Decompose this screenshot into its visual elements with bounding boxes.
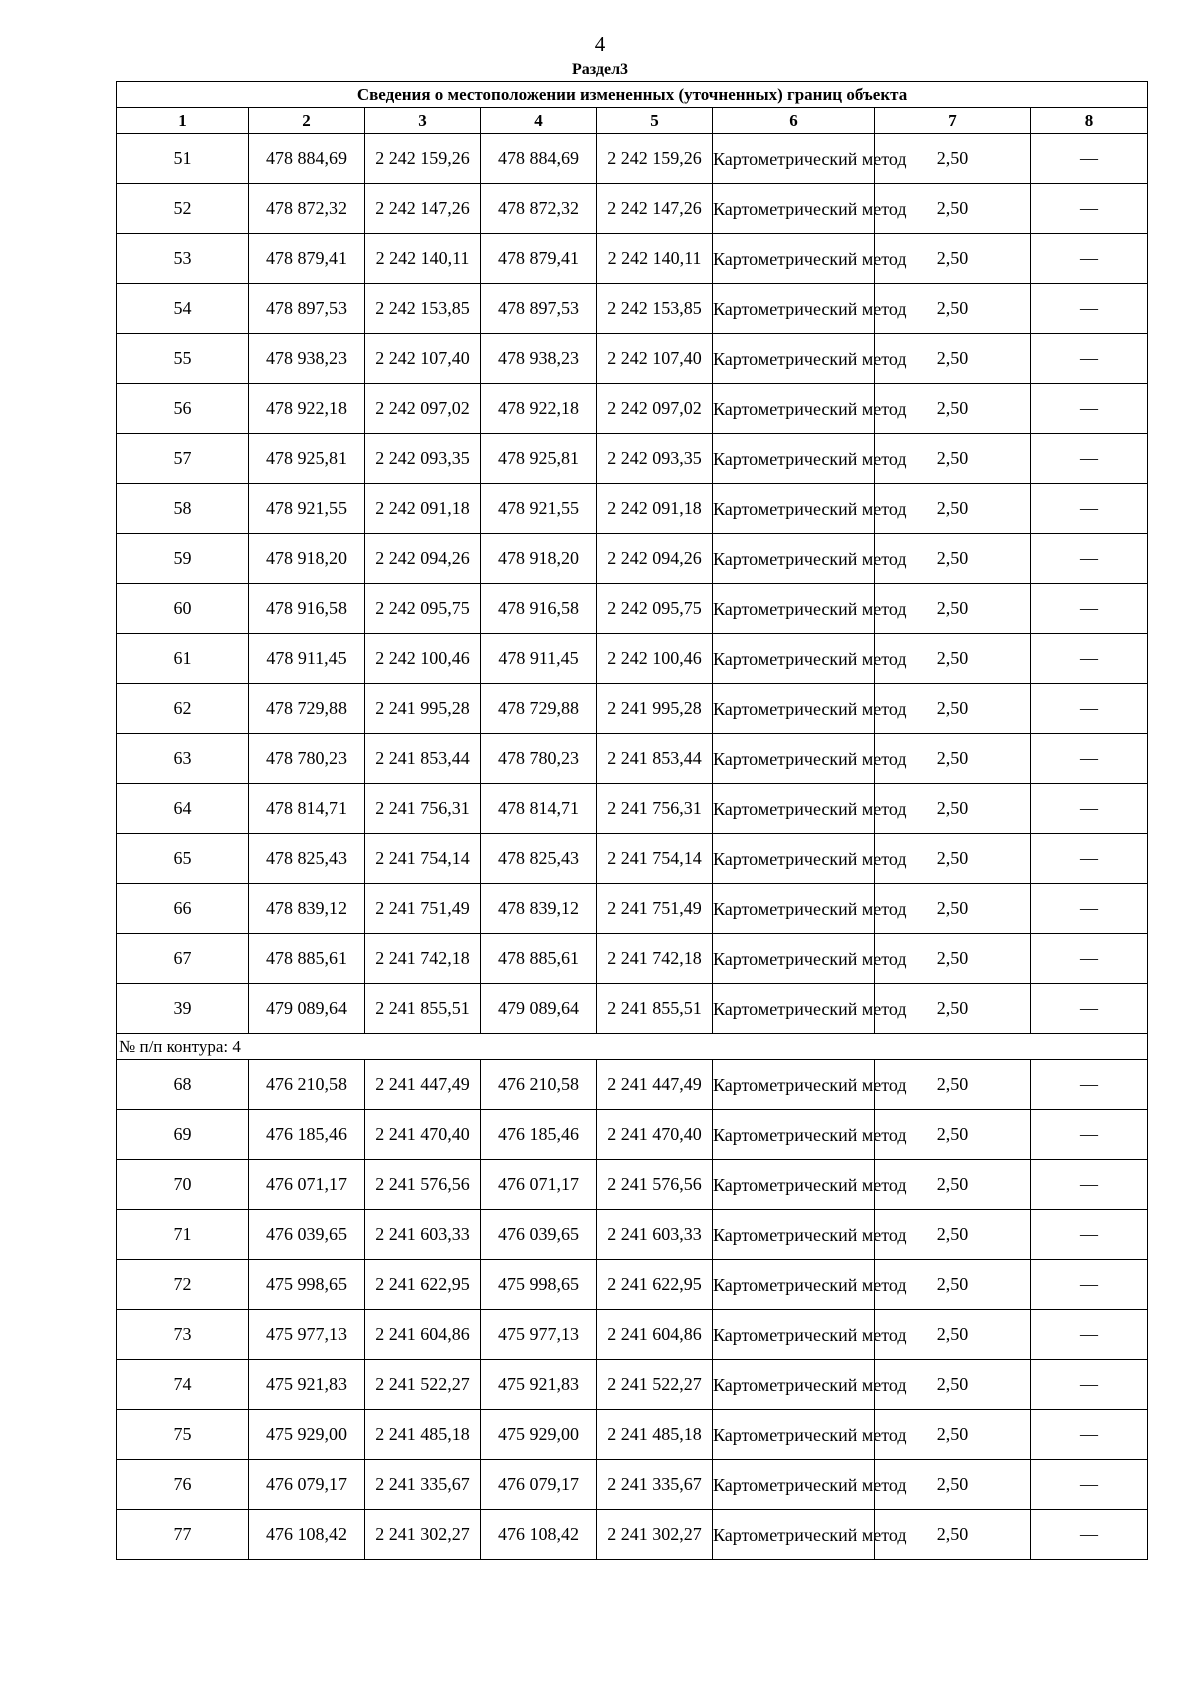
method-cell: Картометрический метод [713, 1160, 875, 1210]
table-row [117, 284, 1148, 334]
coord-cell: 2 241 576,56 [597, 1160, 713, 1210]
coord-cell: 2 241 522,27 [365, 1360, 481, 1410]
coord-cell: 2 241 742,18 [597, 934, 713, 984]
coord-cell: 2 242 094,26 [365, 534, 481, 584]
coord-cell: 2 242 153,85 [597, 284, 713, 334]
point-number-cell: 71 [117, 1210, 249, 1260]
coord-cell: 478 884,69 [249, 134, 365, 184]
point-number-cell: 76 [117, 1460, 249, 1510]
coord-cell: 478 814,71 [481, 784, 597, 834]
note-cell: — [1031, 1360, 1148, 1410]
coord-cell: 2 241 622,95 [597, 1260, 713, 1310]
column-number: 5 [597, 108, 713, 134]
table-row [117, 784, 1148, 834]
coord-cell: 475 929,00 [249, 1410, 365, 1460]
coord-cell: 475 921,83 [249, 1360, 365, 1410]
point-number-cell: 69 [117, 1110, 249, 1160]
note-cell: — [1031, 934, 1148, 984]
coord-cell: 2 241 522,27 [597, 1360, 713, 1410]
coord-cell: 2 241 447,49 [597, 1060, 713, 1110]
coord-cell: 2 242 093,35 [365, 434, 481, 484]
coord-cell: 478 729,88 [481, 684, 597, 734]
coord-cell: 2 242 094,26 [597, 534, 713, 584]
table-caption-row [117, 82, 1148, 108]
accuracy-cell: 2,50 [875, 1460, 1031, 1510]
coord-cell: 478 938,23 [481, 334, 597, 384]
coord-cell: 2 242 159,26 [365, 134, 481, 184]
coord-cell: 2 241 576,56 [365, 1160, 481, 1210]
accuracy-cell: 2,50 [875, 1410, 1031, 1460]
method-cell: Картометрический метод [713, 184, 875, 234]
point-number-cell: 63 [117, 734, 249, 784]
coord-cell: 478 884,69 [481, 134, 597, 184]
column-number: 2 [249, 108, 365, 134]
coord-cell: 2 241 603,33 [365, 1210, 481, 1260]
point-number-cell: 39 [117, 984, 249, 1034]
note-cell: — [1031, 984, 1148, 1034]
coord-cell: 476 039,65 [481, 1210, 597, 1260]
method-cell: Картометрический метод [713, 384, 875, 434]
table-row [117, 1460, 1148, 1510]
accuracy-cell: 2,50 [875, 834, 1031, 884]
coord-cell: 2 242 091,18 [365, 484, 481, 534]
note-cell: — [1031, 734, 1148, 784]
note-cell: — [1031, 1160, 1148, 1210]
coord-cell: 478 780,23 [249, 734, 365, 784]
coord-cell: 478 839,12 [249, 884, 365, 934]
accuracy-cell: 2,50 [875, 684, 1031, 734]
coord-cell: 478 872,32 [481, 184, 597, 234]
column-number: 8 [1031, 108, 1148, 134]
coord-cell: 2 242 140,11 [597, 234, 713, 284]
accuracy-cell: 2,50 [875, 134, 1031, 184]
coord-cell: 478 925,81 [481, 434, 597, 484]
table-row [117, 184, 1148, 234]
coord-cell: 475 977,13 [481, 1310, 597, 1360]
note-cell: — [1031, 434, 1148, 484]
contour-label: № п/п контура: 4 [117, 1034, 1148, 1060]
coord-cell: 478 921,55 [249, 484, 365, 534]
table-row [117, 1160, 1148, 1210]
note-cell: — [1031, 1260, 1148, 1310]
note-cell: — [1031, 484, 1148, 534]
point-number-cell: 58 [117, 484, 249, 534]
column-number: 3 [365, 108, 481, 134]
coord-cell: 478 729,88 [249, 684, 365, 734]
coord-cell: 475 921,83 [481, 1360, 597, 1410]
accuracy-cell: 2,50 [875, 334, 1031, 384]
coord-cell: 475 998,65 [249, 1260, 365, 1310]
accuracy-cell: 2,50 [875, 384, 1031, 434]
coord-cell: 2 242 095,75 [365, 584, 481, 634]
table-row [117, 1210, 1148, 1260]
coord-cell: 478 921,55 [481, 484, 597, 534]
note-cell: — [1031, 1210, 1148, 1260]
coord-cell: 475 998,65 [481, 1260, 597, 1310]
method-cell: Картометрический метод [713, 1310, 875, 1360]
accuracy-cell: 2,50 [875, 184, 1031, 234]
note-cell: — [1031, 184, 1148, 234]
coord-cell: 2 241 855,51 [597, 984, 713, 1034]
method-cell: Картометрический метод [713, 1360, 875, 1410]
coord-cell: 2 241 754,14 [365, 834, 481, 884]
note-cell: — [1031, 684, 1148, 734]
coord-cell: 2 242 093,35 [597, 434, 713, 484]
point-number-cell: 73 [117, 1310, 249, 1360]
coord-cell: 2 241 603,33 [597, 1210, 713, 1260]
table-row [117, 934, 1148, 984]
column-number: 7 [875, 108, 1031, 134]
coord-cell: 2 241 447,49 [365, 1060, 481, 1110]
note-cell: — [1031, 384, 1148, 434]
coord-cell: 478 879,41 [249, 234, 365, 284]
point-number-cell: 55 [117, 334, 249, 384]
coord-cell: 2 242 147,26 [597, 184, 713, 234]
coord-cell: 2 241 853,44 [365, 734, 481, 784]
table-row [117, 484, 1148, 534]
note-cell: — [1031, 1410, 1148, 1460]
coord-cell: 2 242 100,46 [597, 634, 713, 684]
point-number-cell: 68 [117, 1060, 249, 1110]
coord-cell: 2 241 756,31 [597, 784, 713, 834]
table-row [117, 234, 1148, 284]
method-cell: Картометрический метод [713, 1210, 875, 1260]
contour-label-row [117, 1034, 1148, 1060]
boundary-coordinates-table [116, 81, 1148, 1560]
coord-cell: 476 185,46 [481, 1110, 597, 1160]
coord-cell: 2 241 751,49 [597, 884, 713, 934]
note-cell: — [1031, 884, 1148, 934]
coord-cell: 478 825,43 [249, 834, 365, 884]
accuracy-cell: 2,50 [875, 1060, 1031, 1110]
point-number-cell: 59 [117, 534, 249, 584]
coord-cell: 2 241 754,14 [597, 834, 713, 884]
coord-cell: 478 879,41 [481, 234, 597, 284]
method-cell: Картометрический метод [713, 1510, 875, 1560]
table-row [117, 434, 1148, 484]
point-number-cell: 60 [117, 584, 249, 634]
table-row [117, 534, 1148, 584]
table-row [117, 1360, 1148, 1410]
accuracy-cell: 2,50 [875, 1110, 1031, 1160]
method-cell: Картометрический метод [713, 984, 875, 1034]
coord-cell: 2 241 302,27 [597, 1510, 713, 1560]
method-cell: Картометрический метод [713, 1460, 875, 1510]
method-cell: Картометрический метод [713, 134, 875, 184]
coord-cell: 2 241 335,67 [597, 1460, 713, 1510]
table-row [117, 734, 1148, 784]
coord-cell: 479 089,64 [249, 984, 365, 1034]
coord-cell: 2 241 756,31 [365, 784, 481, 834]
section-title: Раздел3 [571, 61, 629, 78]
coord-cell: 2 242 147,26 [365, 184, 481, 234]
coord-cell: 2 241 853,44 [597, 734, 713, 784]
column-number: 6 [713, 108, 875, 134]
method-cell: Картометрический метод [713, 634, 875, 684]
coord-cell: 2 241 485,18 [597, 1410, 713, 1460]
point-number-cell: 51 [117, 134, 249, 184]
table-row [117, 884, 1148, 934]
column-number: 4 [481, 108, 597, 134]
coord-cell: 475 977,13 [249, 1310, 365, 1360]
coord-cell: 476 210,58 [481, 1060, 597, 1110]
accuracy-cell: 2,50 [875, 1510, 1031, 1560]
coord-cell: 2 242 140,11 [365, 234, 481, 284]
accuracy-cell: 2,50 [875, 634, 1031, 684]
method-cell: Картометрический метод [713, 284, 875, 334]
coord-cell: 478 839,12 [481, 884, 597, 934]
coord-cell: 478 925,81 [249, 434, 365, 484]
coord-cell: 476 079,17 [249, 1460, 365, 1510]
method-cell: Картометрический метод [713, 1260, 875, 1310]
table-row [117, 134, 1148, 184]
point-number-cell: 70 [117, 1160, 249, 1210]
coord-cell: 476 071,17 [481, 1160, 597, 1210]
accuracy-cell: 2,50 [875, 1360, 1031, 1410]
method-cell: Картометрический метод [713, 734, 875, 784]
coord-cell: 2 242 107,40 [597, 334, 713, 384]
coord-cell: 476 071,17 [249, 1160, 365, 1210]
method-cell: Картометрический метод [713, 834, 875, 884]
table-row [117, 634, 1148, 684]
coord-cell: 2 241 302,27 [365, 1510, 481, 1560]
point-number-cell: 61 [117, 634, 249, 684]
coord-cell: 2 242 097,02 [597, 384, 713, 434]
coord-cell: 478 780,23 [481, 734, 597, 784]
column-number-row [117, 108, 1148, 134]
coord-cell: 478 911,45 [249, 634, 365, 684]
coord-cell: 2 241 470,40 [365, 1110, 481, 1160]
method-cell: Картометрический метод [713, 934, 875, 984]
coord-cell: 476 039,65 [249, 1210, 365, 1260]
coord-cell: 478 922,18 [481, 384, 597, 434]
accuracy-cell: 2,50 [875, 534, 1031, 584]
table-row [117, 584, 1148, 634]
coord-cell: 476 210,58 [249, 1060, 365, 1110]
table-row [117, 984, 1148, 1034]
note-cell: — [1031, 1060, 1148, 1110]
method-cell: Картометрический метод [713, 534, 875, 584]
point-number-cell: 67 [117, 934, 249, 984]
method-cell: Картометрический метод [713, 1060, 875, 1110]
table-row [117, 834, 1148, 884]
coord-cell: 2 241 742,18 [365, 934, 481, 984]
coord-cell: 476 079,17 [481, 1460, 597, 1510]
table-row [117, 684, 1148, 734]
coord-cell: 2 241 604,86 [365, 1310, 481, 1360]
coord-cell: 2 241 485,18 [365, 1410, 481, 1460]
point-number-cell: 75 [117, 1410, 249, 1460]
point-number-cell: 72 [117, 1260, 249, 1310]
accuracy-cell: 2,50 [875, 984, 1031, 1034]
coord-cell: 2 242 153,85 [365, 284, 481, 334]
method-cell: Картометрический метод [713, 334, 875, 384]
table-row [117, 1260, 1148, 1310]
accuracy-cell: 2,50 [875, 584, 1031, 634]
note-cell: — [1031, 634, 1148, 684]
coord-cell: 479 089,64 [481, 984, 597, 1034]
point-number-cell: 66 [117, 884, 249, 934]
coord-cell: 478 918,20 [481, 534, 597, 584]
method-cell: Картометрический метод [713, 1410, 875, 1460]
note-cell: — [1031, 334, 1148, 384]
coord-cell: 476 185,46 [249, 1110, 365, 1160]
point-number-cell: 57 [117, 434, 249, 484]
point-number-cell: 64 [117, 784, 249, 834]
method-cell: Картометрический метод [713, 234, 875, 284]
coord-cell: 2 241 855,51 [365, 984, 481, 1034]
coord-cell: 478 872,32 [249, 184, 365, 234]
coord-cell: 478 938,23 [249, 334, 365, 384]
point-number-cell: 56 [117, 384, 249, 434]
table-row [117, 1410, 1148, 1460]
coord-cell: 2 241 335,67 [365, 1460, 481, 1510]
table-row [117, 1110, 1148, 1160]
accuracy-cell: 2,50 [875, 934, 1031, 984]
method-cell: Картометрический метод [713, 434, 875, 484]
coord-cell: 476 108,42 [481, 1510, 597, 1560]
coord-cell: 478 911,45 [481, 634, 597, 684]
coord-cell: 478 916,58 [249, 584, 365, 634]
coord-cell: 2 242 100,46 [365, 634, 481, 684]
coord-cell: 2 241 604,86 [597, 1310, 713, 1360]
note-cell: — [1031, 234, 1148, 284]
method-cell: Картометрический метод [713, 884, 875, 934]
note-cell: — [1031, 584, 1148, 634]
point-number-cell: 62 [117, 684, 249, 734]
accuracy-cell: 2,50 [875, 1310, 1031, 1360]
note-cell: — [1031, 1110, 1148, 1160]
method-cell: Картометрический метод [713, 684, 875, 734]
accuracy-cell: 2,50 [875, 1210, 1031, 1260]
coord-cell: 2 241 622,95 [365, 1260, 481, 1310]
note-cell: — [1031, 834, 1148, 884]
method-cell: Картометрический метод [713, 1110, 875, 1160]
accuracy-cell: 2,50 [875, 434, 1031, 484]
page-number: 4 [594, 32, 606, 56]
point-number-cell: 52 [117, 184, 249, 234]
table-row [117, 334, 1148, 384]
coord-cell: 478 885,61 [481, 934, 597, 984]
note-cell: — [1031, 284, 1148, 334]
note-cell: — [1031, 1510, 1148, 1560]
note-cell: — [1031, 1310, 1148, 1360]
coord-cell: 2 241 470,40 [597, 1110, 713, 1160]
coord-cell: 475 929,00 [481, 1410, 597, 1460]
table-row [117, 1060, 1148, 1110]
accuracy-cell: 2,50 [875, 284, 1031, 334]
accuracy-cell: 2,50 [875, 234, 1031, 284]
coord-cell: 2 242 095,75 [597, 584, 713, 634]
coord-cell: 2 242 159,26 [597, 134, 713, 184]
column-number: 1 [117, 108, 249, 134]
point-number-cell: 74 [117, 1360, 249, 1410]
accuracy-cell: 2,50 [875, 484, 1031, 534]
table-caption: Сведения о местоположении измененных (уточненных) границ объекта [117, 82, 1148, 108]
coord-cell: 2 242 107,40 [365, 334, 481, 384]
accuracy-cell: 2,50 [875, 734, 1031, 784]
accuracy-cell: 2,50 [875, 1160, 1031, 1210]
table-row [117, 384, 1148, 434]
method-cell: Картометрический метод [713, 584, 875, 634]
note-cell: — [1031, 1460, 1148, 1510]
coord-cell: 2 242 097,02 [365, 384, 481, 434]
coord-cell: 2 241 995,28 [365, 684, 481, 734]
note-cell: — [1031, 784, 1148, 834]
coord-cell: 478 825,43 [481, 834, 597, 884]
table-row [117, 1510, 1148, 1560]
point-number-cell: 53 [117, 234, 249, 284]
coord-cell: 478 814,71 [249, 784, 365, 834]
note-cell: — [1031, 534, 1148, 584]
coord-cell: 2 241 751,49 [365, 884, 481, 934]
point-number-cell: 65 [117, 834, 249, 884]
coord-cell: 2 241 995,28 [597, 684, 713, 734]
method-cell: Картометрический метод [713, 784, 875, 834]
accuracy-cell: 2,50 [875, 784, 1031, 834]
coord-cell: 2 242 091,18 [597, 484, 713, 534]
coord-cell: 476 108,42 [249, 1510, 365, 1560]
coord-cell: 478 922,18 [249, 384, 365, 434]
coord-cell: 478 897,53 [481, 284, 597, 334]
coord-cell: 478 885,61 [249, 934, 365, 984]
accuracy-cell: 2,50 [875, 1260, 1031, 1310]
note-cell: — [1031, 134, 1148, 184]
point-number-cell: 77 [117, 1510, 249, 1560]
coord-cell: 478 897,53 [249, 284, 365, 334]
method-cell: Картометрический метод [713, 484, 875, 534]
coord-cell: 478 916,58 [481, 584, 597, 634]
coord-cell: 478 918,20 [249, 534, 365, 584]
accuracy-cell: 2,50 [875, 884, 1031, 934]
table-row [117, 1310, 1148, 1360]
point-number-cell: 54 [117, 284, 249, 334]
